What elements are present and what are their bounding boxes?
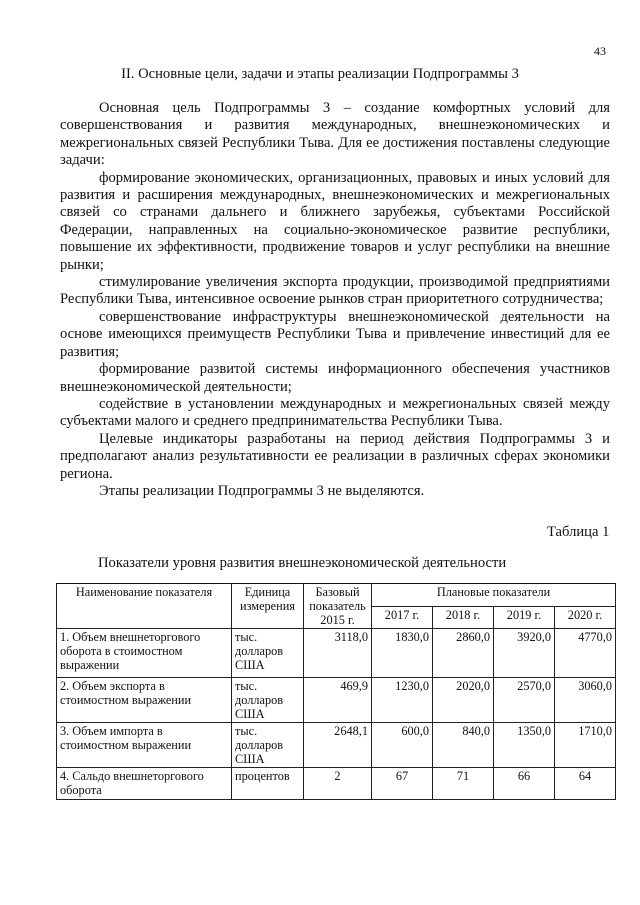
row-value-2019: 2570,0: [494, 678, 555, 723]
indicators-table: [56, 583, 616, 800]
row-base: 469,9: [304, 678, 372, 723]
paragraph-main-goal: Основная цель Подпрограммы 3 – создание комфортных условий для совершенствования и развития международных, внешнеэкономических и межрегиональных связей Республики Тыва. Для ее достижения поставлены следующие задачи:: [60, 100, 610, 169]
page-number: 43: [594, 44, 606, 58]
table-title: Показатели уровня развития внешнеэкономической деятельности: [98, 555, 507, 571]
row-value-2019: 3920,0: [494, 629, 555, 678]
row-value-2019: 1350,0: [494, 723, 555, 768]
table-label: Таблица 1: [547, 524, 610, 540]
row-value-2017: 1830,0: [372, 629, 433, 678]
table-row: [57, 629, 616, 678]
table-row: [57, 678, 616, 723]
table-row: [57, 723, 616, 768]
paragraph-stages: Этапы реализации Подпрограммы 3 не выделяются.: [99, 482, 425, 499]
header-planned: Плановые показатели: [372, 584, 616, 607]
section-title: II. Основные цели, задачи и этапы реализации Подпрограммы 3: [121, 66, 519, 82]
header-unit: Единица измерения: [232, 584, 304, 629]
row-unit: тыс. долларов США: [232, 678, 304, 723]
body-text: [60, 100, 610, 500]
row-value-2020: 3060,0: [555, 678, 616, 723]
row-base: 3118,0: [304, 629, 372, 678]
row-name: 3. Объем импорта в стоимостном выражении: [57, 723, 232, 768]
paragraph-task-conditions: формирование экономических, организационных, правовых и иных условий для развития и расширения международных, внешнеэкономических и межрегиональных связей со странами дальнего и ближнего зарубежья, субъектами Российской Федерации, направленных на социально-экономическое развитие республики, повышение их эффективности, продвижение товаров и услуг республики на внешние рынки;: [60, 169, 610, 273]
row-value-2018: 2020,0: [433, 678, 494, 723]
row-unit: тыс. долларов США: [232, 629, 304, 678]
row-value-2018: 2860,0: [433, 629, 494, 678]
header-year-2020: 2020 г.: [555, 606, 616, 629]
row-value-2020: 1710,0: [555, 723, 616, 768]
row-name: 2. Объем экспорта в стоимостном выражении: [57, 678, 232, 723]
paragraph-task-business: содействие в установлении международных и межрегиональных связей между субъектами малого и среднего предпринимательства Республики Тыва.: [60, 395, 610, 430]
row-unit: процентов: [232, 768, 304, 800]
header-name: Наименование показателя: [57, 584, 232, 629]
row-value-2020: 64: [555, 768, 616, 800]
row-value-2019: 66: [494, 768, 555, 800]
header-base: Базовый показатель 2015 г.: [304, 584, 372, 629]
paragraph-task-information: формирование развитой системы информационного обеспечения участников внешнеэкономической деятельности;: [60, 361, 610, 395]
header-year-2018: 2018 г.: [433, 606, 494, 629]
row-name: 4. Сальдо внешнеторгового оборота: [57, 768, 232, 800]
paragraph-indicators: Целевые индикаторы разработаны на период действия Подпрограммы 3 и предполагают анализ результативности ее реализации в различных сферах экономики региона.: [60, 430, 610, 482]
paragraph-task-infrastructure: совершенствование инфраструктуры внешнеэкономической деятельности на основе имеющихся преимуществ Республики Тыва и привлечение инвестиций для ее развития;: [60, 308, 610, 360]
row-unit: тыс. долларов США: [232, 723, 304, 768]
table-header-row: [57, 584, 616, 607]
row-base: 2: [304, 768, 372, 800]
row-name: 1. Объем внешнеторгового оборота в стоимостном выражении: [57, 629, 232, 678]
row-value-2017: 67: [372, 768, 433, 800]
row-value-2017: 1230,0: [372, 678, 433, 723]
table-row: [57, 768, 616, 800]
row-value-2018: 71: [433, 768, 494, 800]
header-year-2017: 2017 г.: [372, 606, 433, 629]
header-year-2019: 2019 г.: [494, 606, 555, 629]
row-value-2017: 600,0: [372, 723, 433, 768]
row-value-2018: 840,0: [433, 723, 494, 768]
paragraph-task-export: стимулирование увеличения экспорта продукции, производимой предприятиями Республики Тыва, интенсивное освоение рынков стран приоритетного сотрудничества;: [60, 274, 610, 308]
row-value-2020: 4770,0: [555, 629, 616, 678]
row-base: 2648,1: [304, 723, 372, 768]
